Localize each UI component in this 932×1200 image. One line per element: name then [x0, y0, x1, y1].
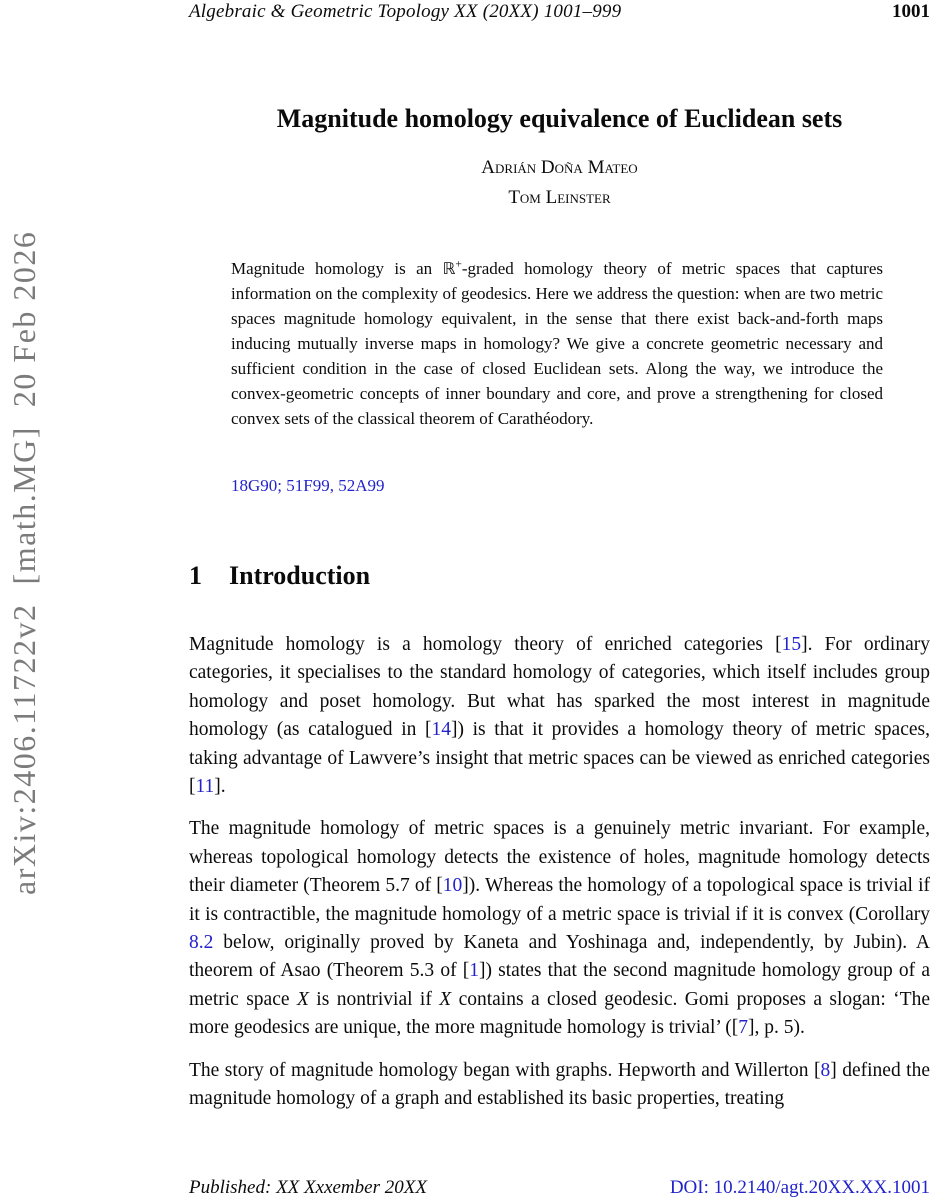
- citation-ref[interactable]: 15: [781, 634, 802, 655]
- paragraph: [189, 631, 930, 801]
- citation-ref[interactable]: 7: [738, 1017, 749, 1039]
- paragraph: [189, 1057, 930, 1114]
- text-segment: is nontrivial if: [308, 988, 440, 1010]
- section-title: Introduction: [229, 561, 371, 590]
- published-note: Published: XX Xxxember 20XX: [189, 1177, 427, 1198]
- text-segment: ]) is that it provides a homology theory of metric spaces, taking advantage of Lawvere’s insight that metric spaces can be viewed as enriched categories [: [189, 719, 930, 798]
- body-text: [189, 631, 930, 1128]
- text-segment: X: [296, 988, 309, 1010]
- section-number: 1: [189, 561, 202, 590]
- text-segment: The story of magnitude homology began with graphs. Hepworth and Willerton [: [189, 1059, 821, 1081]
- paragraph: [189, 815, 930, 1042]
- text-segment: Magnitude homology is an: [231, 259, 443, 278]
- text-segment: ]) states that the second magnitude homology group of a metric space: [189, 960, 930, 1010]
- citation-ref[interactable]: 8.2: [189, 932, 214, 954]
- running-header: [189, 1, 930, 23]
- text-segment: below, originally proved by Kaneta and Yoshinaga and, independently, by Jubin). A theorem of Asao (Theorem 5.3 of [: [189, 932, 930, 982]
- text-segment: X: [439, 988, 452, 1010]
- journal-name: Algebraic & Geometric Topology XX (20XX) 1001–999: [189, 1, 622, 22]
- text-segment: Magnitude homology is a homology theory of enriched categories [: [189, 634, 782, 655]
- text-segment: ]. For ordinary categories, it specialises to the standard homology of categories, which itself includes group homology and poset homology. But what has sparked the most interest in magnitude homology (as catalogued in [: [189, 634, 930, 741]
- citation-ref[interactable]: 1: [469, 960, 479, 982]
- page-number: 1001: [892, 1, 930, 22]
- abstract: [231, 256, 883, 431]
- author-name: Adrián Doña Mateo: [481, 157, 638, 178]
- text-segment: -graded homology theory of metric spaces that captures information on the complexity of geodesics. Here we address the question: when are two metric spaces magnitude homology equivalent, in the sense that there exist back-and-forth maps inducing mutually inverse maps in homology? We give a concrete geometric necessary and sufficient condition in the case of closed Euclidean sets. Along the way, we introduce the convex-geometric concepts of inner boundary and core, and prove a strengthening for closed convex sets of the classical theorem of Carathéodory.: [231, 259, 883, 428]
- text-segment: ℝ: [442, 259, 456, 278]
- citation-ref[interactable]: 11: [195, 776, 215, 798]
- arxiv-watermark: arXiv:2406.11722v2 [math.MG] 20 Feb 2026: [6, 230, 42, 895]
- author-name: Tom Leinster: [508, 187, 611, 208]
- text-segment: ]). Whereas the homology of a topological space is trivial if it is contractible, the magnitude homology of a metric space is trivial if it is convex (Corollary: [189, 875, 930, 925]
- paper-title: Magnitude homology equivalence of Euclidean sets: [276, 104, 843, 133]
- citation-ref[interactable]: 10: [442, 875, 463, 897]
- text-segment: ] defined the magnitude homology of a graph and established its basic properties, treating: [189, 1059, 930, 1110]
- text-segment: contains a closed geodesic. Gomi proposes a slogan: ‘The more geodesics are unique, the more magnitude homology is trivial’ ([: [189, 988, 930, 1039]
- running-footer: [189, 1176, 930, 1200]
- citation-ref[interactable]: 8: [820, 1059, 831, 1081]
- text-segment: +: [455, 257, 462, 271]
- text-segment: ].: [214, 776, 226, 798]
- citation-ref[interactable]: 14: [431, 719, 451, 741]
- doi-link[interactable]: DOI: 10.2140/agt.20XX.XX.1001: [669, 1177, 930, 1198]
- section-heading: [189, 560, 370, 592]
- author-block: [189, 153, 930, 213]
- text-segment: ], p. 5).: [748, 1017, 805, 1039]
- text-segment: The magnitude homology of metric spaces is a genuinely metric invariant. For example, whereas topological homology detects the existence of holes, magnitude homology detects their diameter (Theorem 5.7 of [: [189, 818, 930, 897]
- msc-link[interactable]: 18G90; 51F99, 52A99: [231, 476, 385, 495]
